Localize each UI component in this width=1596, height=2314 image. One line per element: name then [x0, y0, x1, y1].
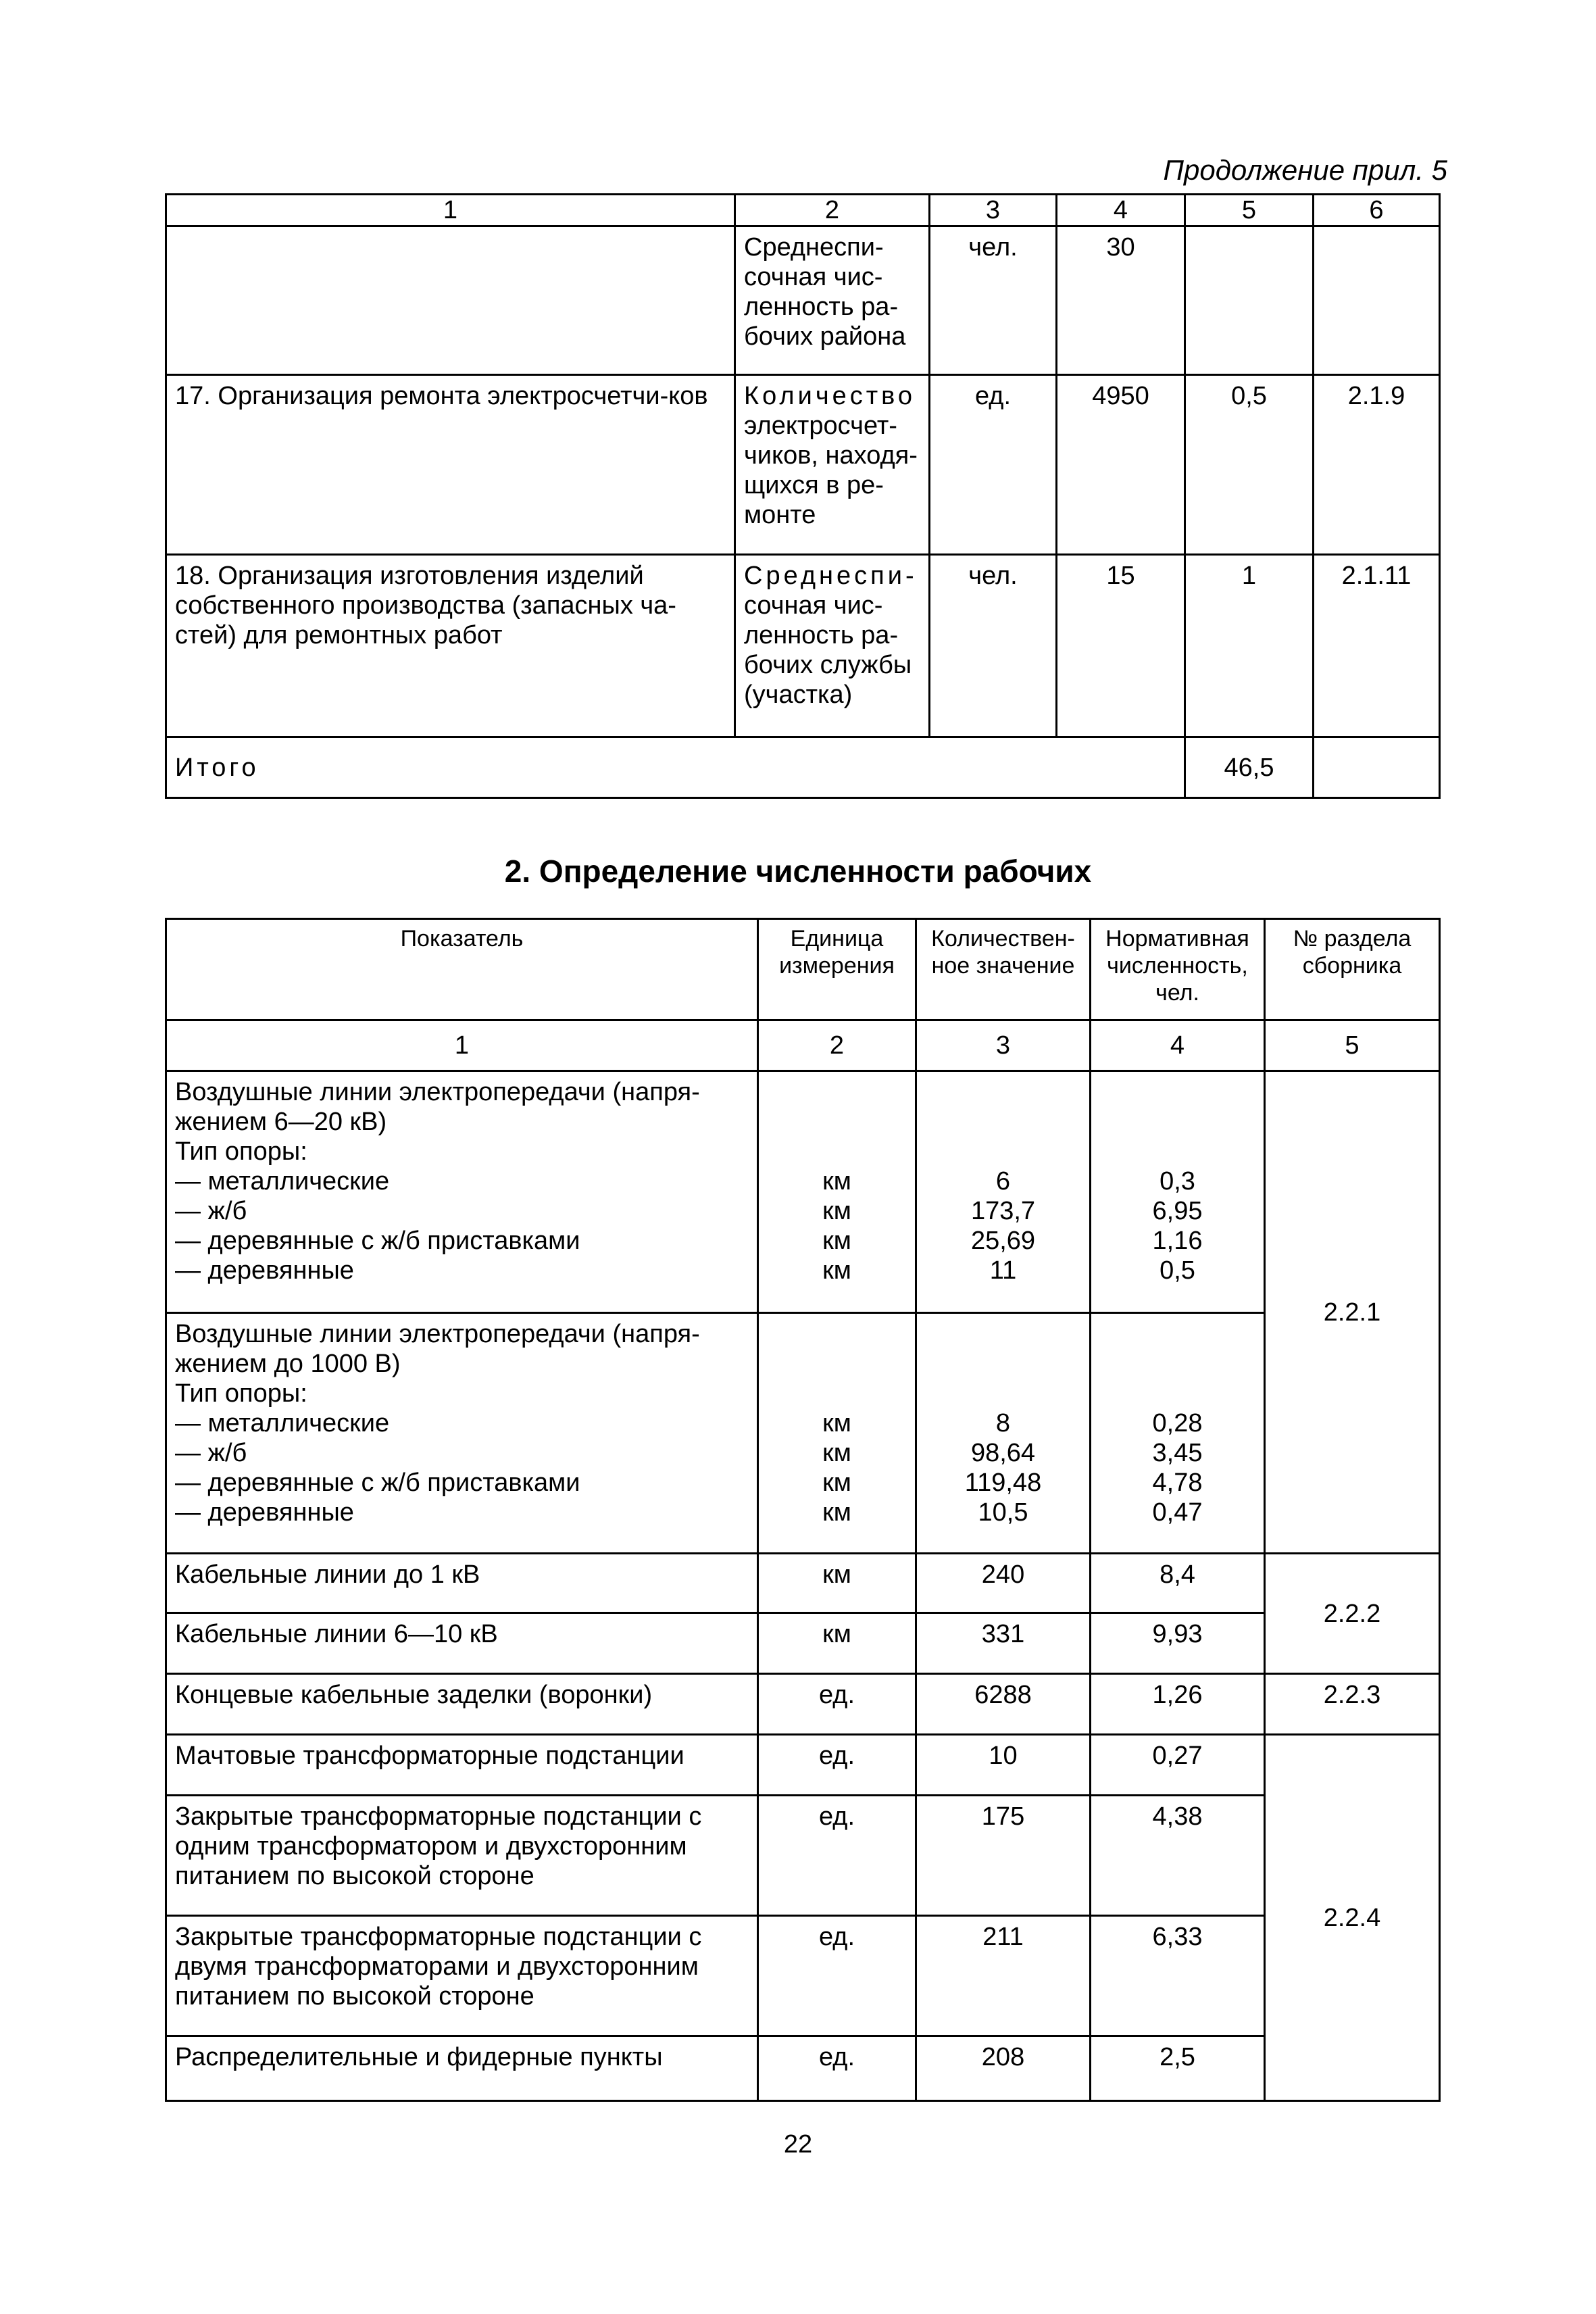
- section-2-2-1: 2.2.1: [1265, 1071, 1440, 1554]
- group1-item-unit: км: [822, 1197, 851, 1225]
- row-section: 2.1.9: [1314, 375, 1440, 555]
- group1-item-value: 11: [989, 1256, 1017, 1285]
- col-num-1: 1: [166, 195, 735, 226]
- row-indicator: [735, 375, 930, 555]
- group2-item-label: — металлические: [175, 1409, 390, 1437]
- section-title: 2. Определение численности рабочих: [504, 854, 1092, 889]
- table-row: [166, 1916, 1440, 2036]
- group1-item-unit: км: [822, 1167, 851, 1196]
- table-row: [166, 226, 1440, 375]
- header-section: № раздела сборника: [1265, 919, 1440, 1020]
- table-row: [166, 1796, 1440, 1916]
- group1-item-unit: км: [822, 1256, 851, 1285]
- group2-item-label: — деревянные: [175, 1498, 354, 1527]
- appendix-table-continued: [165, 193, 1441, 799]
- closed2-label: Закрытые трансформаторные подстанции с двумя трансформаторами и двухсторонним питанием по высокой стороне: [166, 1916, 758, 2036]
- group1-item-label: — металлические: [175, 1167, 390, 1196]
- row-indicator: Среднеспи-сочная чис-ленность ра-бочих района: [735, 226, 930, 375]
- group2-subtitle: Тип опоры:: [175, 1379, 307, 1408]
- continuation-caption: Продолжение прил. 5: [1163, 154, 1447, 186]
- group2-item-value: 98,64: [970, 1439, 1036, 1467]
- cable2-norm: 9,93: [1091, 1613, 1265, 1674]
- cable1-norm: 8,4: [1091, 1554, 1265, 1613]
- closed1-label: Закрытые трансформаторные подстанции с одним трансформатором и двухсторонним питанием по высокой стороне: [166, 1796, 758, 1916]
- table-row: [166, 1674, 1440, 1735]
- row-name: 17. Организация ремонта электросчетчи-ков: [166, 375, 735, 555]
- group1-item-value: 25,69: [970, 1227, 1036, 1255]
- mast-value: 10: [916, 1735, 1091, 1796]
- group2-item-unit: км: [822, 1498, 851, 1527]
- mast-label: Мачтовые трансформаторные подстанции: [166, 1735, 758, 1796]
- terminations-norm: 1,26: [1091, 1674, 1265, 1735]
- row-indicator-lead: Среднеспи-: [744, 562, 918, 590]
- cable2-label: Кабельные линии 6—10 кВ: [166, 1613, 758, 1674]
- closed1-norm: 4,38: [1091, 1796, 1265, 1916]
- terminations-unit: ед.: [758, 1674, 916, 1735]
- col-num-3: 3: [930, 195, 1057, 226]
- total-section: [1314, 737, 1440, 798]
- row-unit: ед.: [930, 375, 1057, 555]
- cable1-unit: км: [758, 1554, 916, 1613]
- col-num-3: 3: [916, 1020, 1091, 1071]
- col-num-4: 4: [1057, 195, 1185, 226]
- group1-item-label: — деревянные с ж/б приставками: [175, 1227, 580, 1255]
- column-number-row: [166, 195, 1440, 226]
- group1-item-norm: 1,16: [1152, 1227, 1203, 1255]
- group1-norms: [1091, 1071, 1265, 1313]
- page-number: 22: [783, 2130, 813, 2159]
- row-value: 4950: [1057, 375, 1185, 555]
- group2-norms: [1091, 1313, 1265, 1554]
- group1-title: Воздушные линии электропередачи (напря-жением 6—20 кВ): [175, 1078, 700, 1136]
- header-norm: Нормативная численность, чел.: [1091, 919, 1265, 1020]
- closed2-unit: ед.: [758, 1916, 916, 2036]
- col-num-5: 5: [1185, 195, 1314, 226]
- terminations-value: 6288: [916, 1674, 1091, 1735]
- terminations-label: Концевые кабельные заделки (воронки): [166, 1674, 758, 1735]
- group1-item-value: 6: [995, 1167, 1011, 1196]
- group2-item-value: 8: [995, 1409, 1011, 1437]
- cable1-label: Кабельные линии до 1 кВ: [166, 1554, 758, 1613]
- col-num-2: 2: [735, 195, 930, 226]
- table-row: [166, 1613, 1440, 1674]
- group2-title: Воздушные линии электропередачи (напря-жением до 1000 В): [175, 1320, 700, 1378]
- row-section: [1314, 226, 1440, 375]
- group2-item-norm: 4,78: [1152, 1469, 1203, 1497]
- group2-item-unit: км: [822, 1409, 851, 1437]
- group1-item-label: — ж/б: [175, 1197, 247, 1225]
- group2-item-value: 10,5: [978, 1498, 1028, 1527]
- group1-label: [166, 1071, 758, 1313]
- closed2-value: 211: [916, 1916, 1091, 2036]
- group1-item-label: — деревянные: [175, 1256, 354, 1285]
- col-num-6: 6: [1314, 195, 1440, 226]
- group2-item-unit: км: [822, 1439, 851, 1467]
- row-unit: чел.: [930, 555, 1057, 737]
- row-norm: 1: [1185, 555, 1314, 737]
- row-norm: 0,5: [1185, 375, 1314, 555]
- mast-unit: ед.: [758, 1735, 916, 1796]
- group1-units: [758, 1071, 916, 1313]
- group1-item-norm: 6,95: [1152, 1197, 1203, 1225]
- group2-item-norm: 3,45: [1152, 1439, 1203, 1467]
- group2-values: [916, 1313, 1091, 1554]
- distrib-value: 208: [916, 2036, 1091, 2101]
- header-value: Количествен-ное значение: [916, 919, 1091, 1020]
- table-row: [166, 1071, 1440, 1313]
- group1-subtitle: Тип опоры:: [175, 1137, 307, 1166]
- distrib-unit: ед.: [758, 2036, 916, 2101]
- group1-item-unit: км: [822, 1227, 851, 1255]
- total-label: Итого: [166, 737, 1185, 798]
- table-row: [166, 1735, 1440, 1796]
- distrib-norm: 2,5: [1091, 2036, 1265, 2101]
- row-indicator-lead: Количество: [744, 382, 916, 410]
- cable1-value: 240: [916, 1554, 1091, 1613]
- row-value: 30: [1057, 226, 1185, 375]
- cable2-value: 331: [916, 1613, 1091, 1674]
- cable2-unit: км: [758, 1613, 916, 1674]
- closed1-value: 175: [916, 1796, 1091, 1916]
- row-norm: [1185, 226, 1314, 375]
- group2-item-norm: 0,47: [1152, 1498, 1203, 1527]
- row-value: 15: [1057, 555, 1185, 737]
- row-name: [166, 226, 735, 375]
- group1-item-norm: 0,3: [1159, 1167, 1195, 1196]
- group2-label: [166, 1313, 758, 1554]
- closed2-norm: 6,33: [1091, 1916, 1265, 2036]
- group1-item-value: 173,7: [970, 1197, 1036, 1225]
- column-number-row: [166, 1020, 1440, 1071]
- mast-norm: 0,27: [1091, 1735, 1265, 1796]
- header-row: [166, 919, 1440, 1020]
- col-num-5: 5: [1265, 1020, 1440, 1071]
- table-row: [166, 1313, 1440, 1554]
- section-2-2-3: 2.2.3: [1265, 1674, 1440, 1735]
- group1-values: [916, 1071, 1091, 1313]
- col-num-4: 4: [1091, 1020, 1265, 1071]
- total-row: [166, 737, 1440, 798]
- closed1-unit: ед.: [758, 1796, 916, 1916]
- group2-item-norm: 0,28: [1152, 1409, 1203, 1437]
- group2-item-value: 119,48: [964, 1469, 1042, 1497]
- group2-item-unit: км: [822, 1469, 851, 1497]
- row-indicator: [735, 555, 930, 737]
- row-name: 18. Организация изготовления изделий собственного производства (запасных ча-стей) для ремонтных работ: [166, 555, 735, 737]
- row-indicator-rest: сочная чис-ленность ра-бочих службы (участка): [744, 591, 912, 709]
- group2-units: [758, 1313, 916, 1554]
- total-norm: 46,5: [1185, 737, 1314, 798]
- section-2-2-4: 2.2.4: [1265, 1735, 1440, 2101]
- col-num-1: 1: [166, 1020, 758, 1071]
- group2-item-label: — ж/б: [175, 1439, 247, 1467]
- distrib-label: Распределительные и фидерные пункты: [166, 2036, 758, 2101]
- table-row: [166, 2036, 1440, 2101]
- group2-item-label: — деревянные с ж/б приставками: [175, 1469, 580, 1497]
- row-unit: чел.: [930, 226, 1057, 375]
- group1-item-norm: 0,5: [1159, 1256, 1195, 1285]
- header-indicator: Показатель: [166, 919, 758, 1020]
- workers-count-table: [165, 918, 1441, 2102]
- header-unit: Единица измерения: [758, 919, 916, 1020]
- table-row: [166, 555, 1440, 737]
- col-num-2: 2: [758, 1020, 916, 1071]
- row-section: 2.1.11: [1314, 555, 1440, 737]
- section-2-2-2: 2.2.2: [1265, 1554, 1440, 1674]
- table-row: [166, 1554, 1440, 1613]
- row-indicator-rest: электросчет-чиков, находя-щихся в ре-монте: [744, 412, 918, 529]
- table-row: [166, 375, 1440, 555]
